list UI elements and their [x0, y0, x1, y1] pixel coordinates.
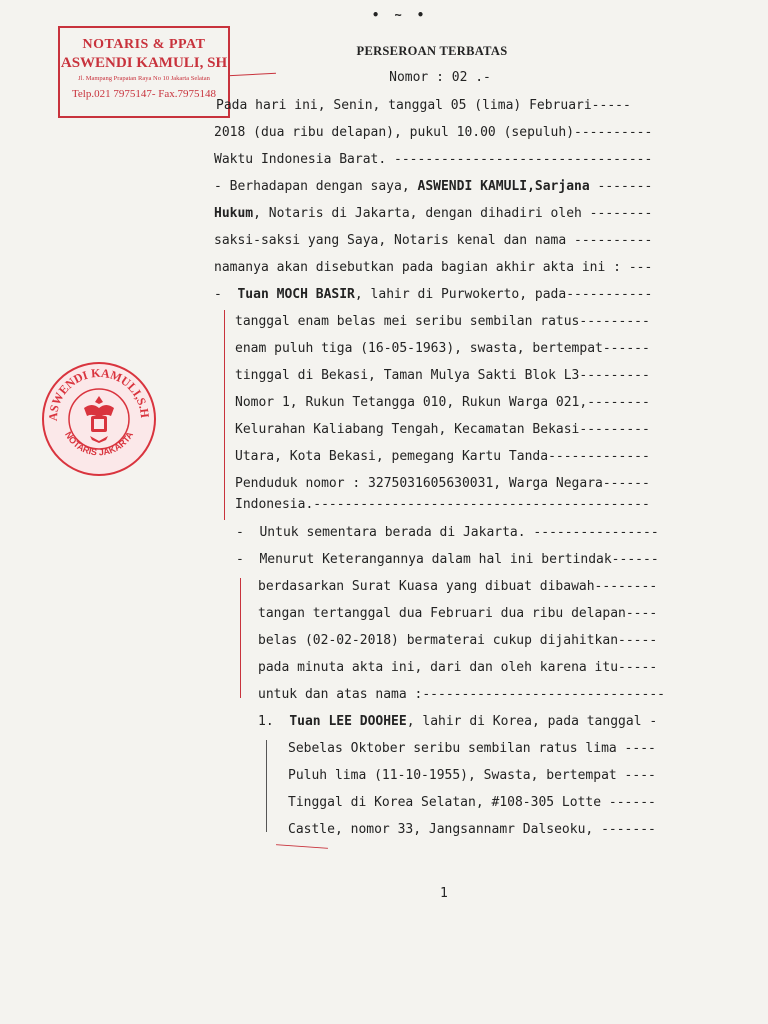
- body-line: - Untuk sementara berada di Jakarta. ----------------: [236, 525, 659, 540]
- body-line: Pada hari ini, Senin, tanggal 05 (lima) Februari-----: [216, 98, 631, 113]
- document-number: Nomor : 02 .-: [389, 70, 491, 85]
- body-line: Penduduk nomor : 3275031605630031, Warga Negara------: [235, 476, 650, 491]
- body-line: 1. Tuan LEE DOOHEE, lahir di Korea, pada tanggal -: [258, 714, 658, 729]
- body-line: tinggal di Bekasi, Taman Mulya Sakti Blok L3---------: [235, 368, 650, 383]
- stamp-line-3: Jl. Mampang Prapatan Raya No 10 Jakarta Selatan: [78, 75, 210, 82]
- body-line: Nomor 1, Rukun Tetangga 010, Rukun Warga 021,--------: [235, 395, 650, 410]
- body-line: - Berhadapan dengan saya, ASWENDI KAMULI,Sarjana -------: [214, 179, 653, 194]
- notary-stamp: [58, 26, 230, 118]
- body-line: Kelurahan Kaliabang Tengah, Kecamatan Bekasi---------: [235, 422, 650, 437]
- stamp-pen-stroke: [228, 73, 276, 77]
- body-line: Puluh lima (11-10-1955), Swasta, bertempat ----: [288, 768, 656, 783]
- body-line: untuk dan atas nama :-------------------------------: [258, 687, 665, 702]
- page-number: 1: [440, 886, 448, 901]
- stamp-line-2: ASWENDI KAMULI, SH: [60, 55, 228, 71]
- body-line: tanggal enam belas mei seribu sembilan ratus---------: [235, 314, 650, 329]
- body-line: Waktu Indonesia Barat. ---------------------------------: [214, 152, 653, 167]
- seal-bottom-text: NOTARIS JAKARTA: [62, 429, 136, 458]
- pen-mark: [276, 844, 328, 849]
- body-line: 2018 (dua ribu delapan), pukul 10.00 (sepuluh)----------: [214, 125, 653, 140]
- body-line: Tinggal di Korea Selatan, #108-305 Lotte ------: [288, 795, 656, 810]
- body-line: berdasarkan Surat Kuasa yang dibuat dibawah--------: [258, 579, 658, 594]
- body-line: Indonesia.-------------------------------------------: [235, 497, 650, 512]
- body-line: Utara, Kota Bekasi, pemegang Kartu Tanda-------------: [235, 449, 650, 464]
- margin-bar: [224, 310, 225, 520]
- body-line: enam puluh tiga (16-05-1963), swasta, bertempat------: [235, 341, 650, 356]
- body-line: - Tuan MOCH BASIR, lahir di Purwokerto, pada-----------: [214, 287, 653, 302]
- body-line: belas (02-02-2018) bermaterai cukup dijahitkan-----: [258, 633, 658, 648]
- document-title: PERSEROAN TERBATAS: [356, 44, 508, 58]
- body-line: saksi-saksi yang Saya, Notaris kenal dan nama ----------: [214, 233, 653, 248]
- body-line: Hukum, Notaris di Jakarta, dengan dihadiri oleh --------: [214, 206, 653, 221]
- body-line: - Menurut Keterangannya dalam hal ini bertindak------: [236, 552, 659, 567]
- margin-bar: [266, 740, 267, 832]
- seal-outer-text: ASWENDI KAMULI,S.H: [45, 365, 153, 422]
- notary-seal: [40, 360, 158, 478]
- top-mark: • ~ •: [372, 8, 429, 22]
- body-line: Castle, nomor 33, Jangsannamr Dalseoku, -------: [288, 822, 656, 837]
- stamp-line-4: Telp.021 7975147- Fax.7975148: [71, 88, 217, 100]
- margin-bar: [240, 578, 241, 698]
- body-line: namanya akan disebutkan pada bagian akhir akta ini : ---: [214, 260, 653, 275]
- stamp-line-1: NOTARIS & PPAT: [82, 37, 206, 52]
- body-line: Sebelas Oktober seribu sembilan ratus lima ----: [288, 741, 656, 756]
- body-line: pada minuta akta ini, dari dan oleh karena itu-----: [258, 660, 658, 675]
- body-line: tangan tertanggal dua Februari dua ribu delapan----: [258, 606, 658, 621]
